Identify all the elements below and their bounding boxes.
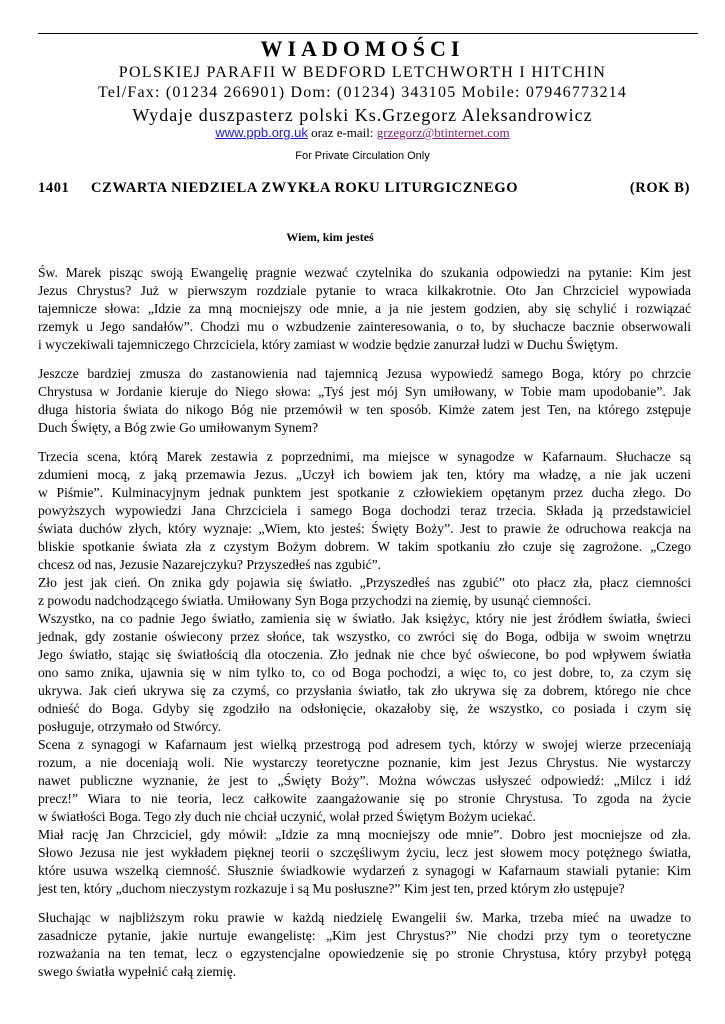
- website-link[interactable]: www.ppb.org.uk: [215, 125, 308, 140]
- article-paragraph: [38, 264, 691, 354]
- text-line: i wyczekiwali tajemniczego Chrzciciela, który zamiast w wodzie będzie zanurzał ludzi w Duchu Świętym.: [38, 337, 619, 352]
- article-paragraph: [38, 365, 691, 437]
- text-line: Trzecia scena, którą Marek zestawia z poprzednimi, ma miejsce w synagodze w Kafarnaum. Słuchacze są: [38, 449, 691, 464]
- text-line: które usuwa wszelką ciemność. Słusznie świadkowie wydarzeń z synagogi w Kafarnaum stawiali pytanie: Kim: [38, 863, 691, 878]
- text-line: Jego światło, stając się światłością dla otoczenia. Zło jednak nie chce być oświecone, bo pod wpływem światła: [38, 647, 691, 662]
- text-line: zdumieni mocą, z jaką przemawia Jezus. „Uczył ich bowiem jak ten, który ma władzę, a nie jak uczeni: [38, 467, 691, 482]
- publisher-line: Wydaje duszpasterz polski Ks.Grzegorz Aleksandrowicz: [132, 105, 593, 125]
- text-line: Słuchając w najbliższym roku prawie w każdą niedzielę Ewangelii św. Marka, trzeba mieć na uwadze to: [38, 910, 691, 925]
- top-rule: [38, 33, 698, 34]
- article-paragraph: [38, 909, 691, 981]
- text-line: rozważania na ten temat, lecz o egzystencjalne opowiedzenie się po stronie Chrystusa, który przybył potęgą: [38, 946, 691, 961]
- parish-name: POLSKIEJ PARAFII W BEDFORD LETCHWORTH I HITCHIN: [118, 64, 607, 81]
- email-prefix: oraz e-mail:: [311, 125, 377, 140]
- text-line: Scena z synagogi w Kafarnaum jest wielką przestrogą pod adresem tych, którzy w swojej wierze przeceniają: [38, 737, 691, 752]
- text-line: tajemnicze słowa: „Idzie za mną mocniejszy ode mnie, a ja nie jestem godzien, aby się schylić i rozwiązać: [38, 301, 691, 316]
- text-line: jednak, gdy zostanie oświecony przez słońce, tak wszystko, co zwróci się do Boga, odbija w swoim wnętrzu: [38, 629, 691, 644]
- text-line: z powodu nadchodzącego światła. Umiłowany Syn Boga przychodzi na ziemię, by usunąć ciemności.: [38, 593, 592, 608]
- article-title: Wiem, kim jesteś: [286, 230, 374, 244]
- text-line: Św. Marek pisząc swoją Ewangelię pragnie wezwać czytelnika do szukania odpowiedzi na pytanie: Kim jest: [38, 265, 691, 280]
- text-line: chcesz od nas, Jezusie Nazarejczyku? Przyszedłeś nas zgubić”.: [38, 557, 382, 572]
- text-line: nawet publiczne wyznanie, że jest to „Święty Boży”. Można wówczas usłyszeć odpowiedź: „Milcz i idź: [38, 773, 691, 788]
- text-line: odnieść do Boga. Gdyby się zgodziło na odsłonięcie, okazałoby się, że wszystko, co posiada i czym się: [38, 701, 691, 716]
- text-line: ukrywa. Jak cień ukrywa się za czymś, co przysłania światło, tak zło ukrywa się za dobrem, którego nie chce: [38, 683, 691, 698]
- article-body: [38, 264, 691, 981]
- text-line: posługuje, otrzymało od Stwórcy.: [38, 719, 221, 734]
- issue-name: CZWARTA NIEDZIELA ZWYKŁA ROKU LITURGICZNEGO: [91, 180, 519, 196]
- text-line: świata duchów złych, który wyznaje: „Wiem, kto jesteś: Święty Boży”. Jest to prawie że odruchowa reakcja na: [38, 521, 691, 536]
- contact-phones: Tel/Fax: (01234 266901) Dom: (01234) 343105 Mobile: 07946773214: [97, 84, 628, 101]
- issue-heading: [38, 180, 690, 200]
- text-line: Wszystko, na co padnie Jego światło, zamienia się w światło. Jak księżyc, który nie jest źródłem światła, świeci: [38, 611, 691, 626]
- web-email-line: [0, 125, 725, 141]
- text-line: rzemyk u Jego sandałów”. Chodzi mu o wzbudzenie zainteresowania, o to, by słuchacze bacznie obserwowali: [38, 319, 691, 334]
- email-link[interactable]: grzegorz@btinternet.com: [376, 125, 510, 140]
- text-line: Miał rację Jan Chrzciciel, gdy mówił: „Idzie za mną mocniejszy ode mnie”. Dobro jest mocniejsze od zła.: [38, 827, 691, 842]
- text-line: w Piśmie”. Kulminacyjnym jednak punktem jest spotkanie z człowiekiem opętanym przez ducha złego. Do: [38, 485, 691, 500]
- article-paragraph: [38, 448, 691, 898]
- text-line: Zło jest jak cień. On znika gdy pojawia się światło. „Przyszedłeś nas zgubić” oto płacz zła, płacz ciemności: [38, 575, 691, 590]
- text-line: powyższych wypowiedzi Jana Chrzciciela i samego Boga dochodzi teraz trzecia. Składa ją przedstawiciel: [38, 503, 691, 518]
- issue-number: 1401: [38, 180, 70, 196]
- text-line: w światłości Boga. Tego zły duch nie chciał uczynić, wolał przed Świętym Bożym uciekać.: [38, 809, 536, 824]
- text-line: długa historia świata do nikogo Bóg nie przemówił w ten sposób. Kimże zatem jest Ten, na którego zstępuje: [38, 402, 691, 417]
- text-line: Jeszcze bardziej zmusza do zastanowienia nad tajemnicą Jezusa wypowiedź samego Boga, który po chrzcie: [38, 366, 691, 381]
- circulation-note: For Private Circulation Only: [295, 150, 430, 162]
- text-line: Słowo Jezusa nie jest wykładem pięknej teorii o szczęśliwym życiu, lecz jest słowem mocy potężnego światła,: [38, 845, 691, 860]
- text-line: rozum, a nie doceniają woli. Nie wystarczy teoretyczne poznanie, kim jest Jezus Chrystus. Nie wystarczy: [38, 755, 691, 770]
- text-line: Chrystusa w Jordanie kieruje do Niego słowa: „Tyś jest mój Syn umiłowany, w Tobie mam upodobanie”. Jak: [38, 384, 691, 399]
- newsletter-title: WIADOMOŚCI: [260, 36, 465, 61]
- text-line: precz!” Wiara to nie teoria, lecz całkowite zaangażowanie się po stronie Chrystusa. To zgoda na życie: [38, 791, 691, 806]
- text-line: Jezus Chrystus? Już w pierwszym rozdziale pytanie to wraca kilkakrotnie. Oto Jan Chrzciciel wypowiada: [38, 283, 691, 298]
- text-line: ono samo znika, ujawnia się w nim tylko to, co od Boga pochodzi, a więc to, co jest dobre, to, za czym się: [38, 665, 691, 680]
- text-line: swego światła wypełnić całą ziemię.: [38, 964, 237, 979]
- text-line: bliskie spotkanie świata zła z czystym Bożym dobrem. W takim spotkaniu zło czuje się zagrożone. „Czego: [38, 539, 691, 554]
- text-line: Duch Święty, a Bóg zwie Go umiłowanym Synem?: [38, 420, 319, 435]
- liturgical-year: (ROK B): [629, 180, 690, 196]
- text-line: jest ten, który „duchom nieczystym rozkazuje i są Mu posłuszne?” Kim jest ten, przed którym zło ustępuje?: [38, 881, 625, 896]
- text-line: zasadnicze pytanie, jakie nurtuje ewangelistę: „Kim jest Chrystus?” Nie chodzi przy tym o teoretyczne: [38, 928, 691, 943]
